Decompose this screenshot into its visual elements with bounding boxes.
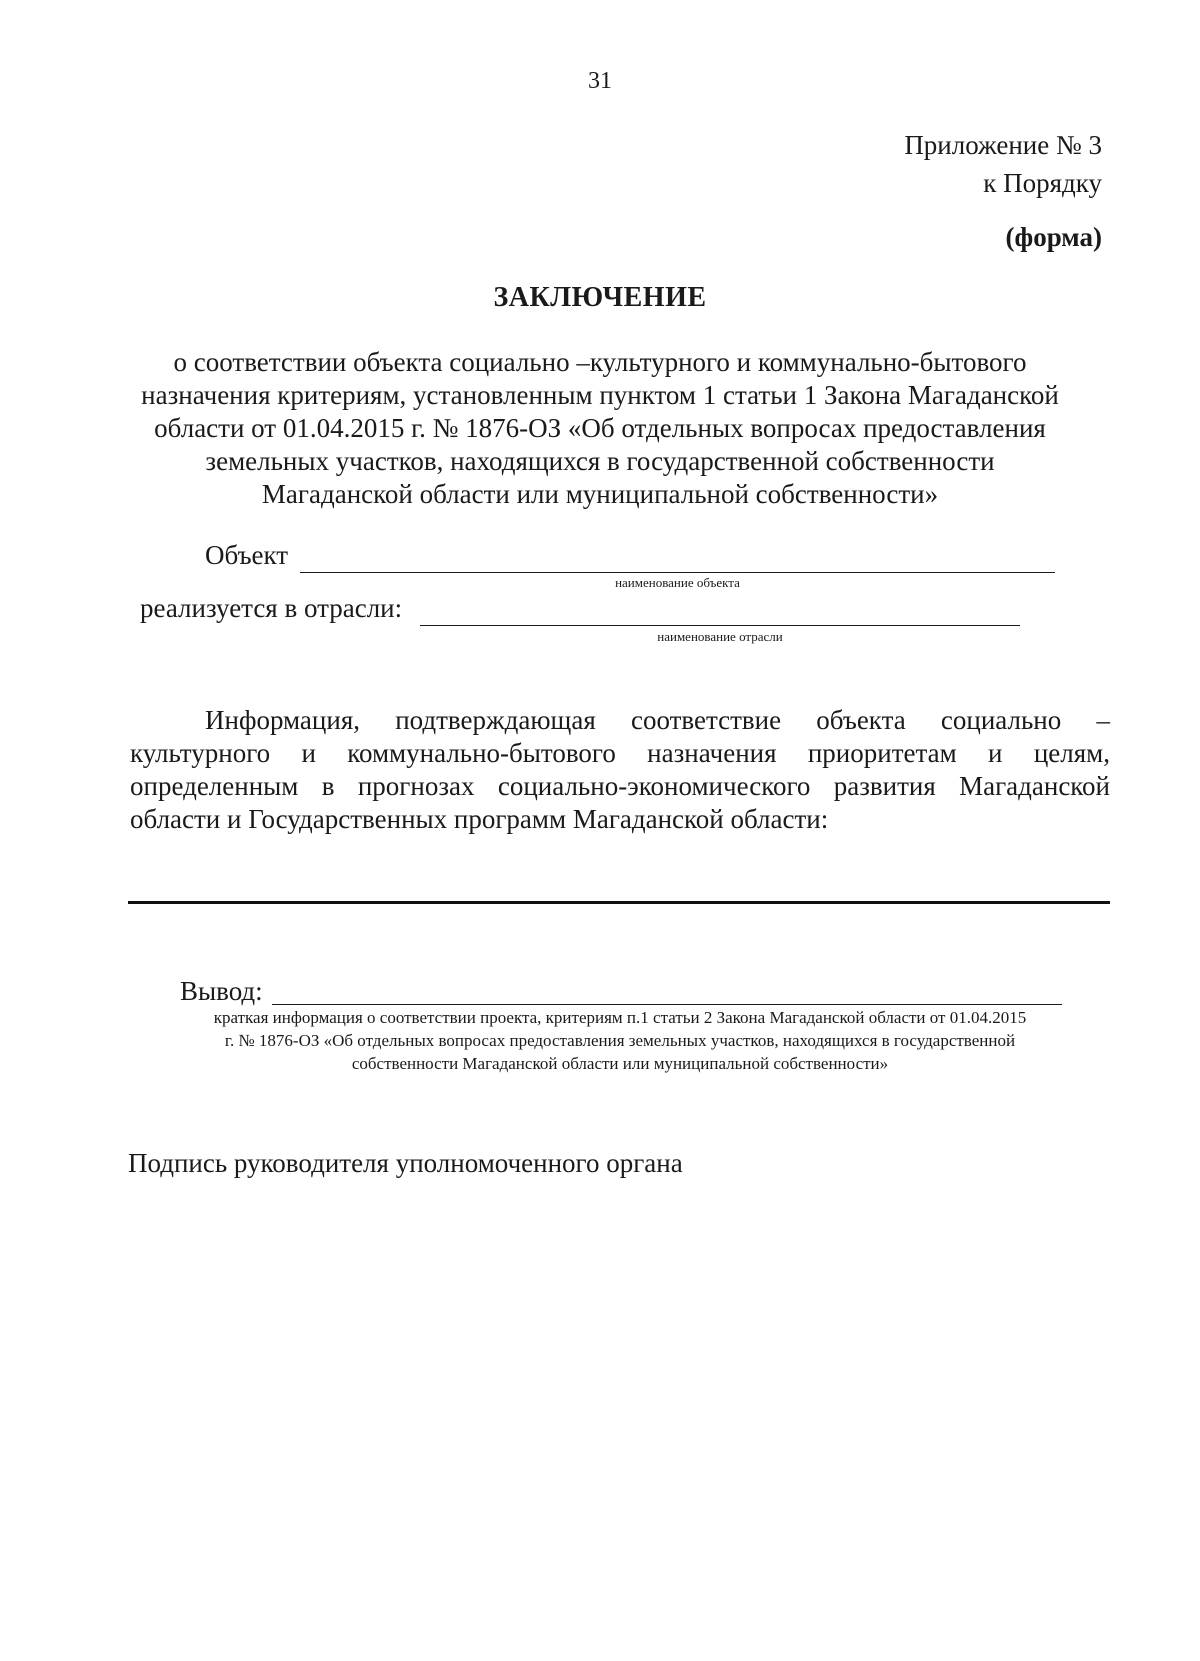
conclusion-field-line[interactable] — [272, 1004, 1062, 1005]
signature-label: Подпись руководителя уполномоченного органа — [128, 1148, 683, 1178]
info-line: культурного и коммунально-бытового назначения приоритетам и целям, — [130, 738, 1110, 768]
information-paragraph — [130, 704, 1110, 836]
document-subtitle — [120, 346, 1080, 511]
appendix-line: к Порядку — [983, 168, 1102, 198]
object-field-caption: наименование объекта — [615, 575, 740, 590]
info-line: области и Государственных программ Магаданской области: — [130, 804, 829, 834]
appendix-line: Приложение № 3 — [904, 130, 1102, 160]
appendix-reference — [904, 126, 1102, 202]
information-entry-line[interactable] — [128, 901, 1110, 904]
info-line: определенным в прогнозах социально-экономического развития Магаданской — [130, 771, 1110, 801]
page-number: 31 — [588, 68, 612, 94]
subtitle-line: области от 01.04.2015 г. № 1876-ОЗ «Об отдельных вопросах предоставления — [154, 413, 1046, 443]
conclusion-field-caption — [130, 1006, 1110, 1075]
industry-field-caption: наименование отрасли — [657, 629, 783, 644]
industry-field-label: реализуется в отрасли: — [140, 593, 403, 623]
subtitle-line: назначения критериям, установленным пунктом 1 статьи 1 Закона Магаданской — [141, 380, 1059, 410]
info-line: Информация, подтверждающая соответствие объекта социально – — [205, 705, 1110, 735]
conclusion-field-label: Вывод: — [180, 976, 263, 1006]
subtitle-line: Магаданской области или муниципальной собственности» — [261, 479, 939, 509]
conclusion-caption-line: собственности Магаданской области или муниципальной собственности» — [351, 1054, 889, 1073]
subtitle-line: земельных участков, находящихся в государственной собственности — [205, 446, 995, 476]
object-field-line[interactable] — [300, 572, 1055, 573]
conclusion-caption-line: краткая информация о соответствии проекта, критериям п.1 статьи 2 Закона Магаданской области от 01.04.2015 — [213, 1008, 1027, 1027]
industry-field-line[interactable] — [420, 625, 1020, 626]
form-label: (форма) — [1005, 222, 1102, 252]
object-field-label: Объект — [205, 540, 289, 570]
document-title: ЗАКЛЮЧЕНИЕ — [493, 282, 707, 313]
subtitle-line: о соответствии объекта социально –культурного и коммунально-бытового — [173, 347, 1027, 377]
conclusion-caption-line: г. № 1876-ОЗ «Об отдельных вопросах предоставления земельных участков, находящихся в государственной — [224, 1031, 1016, 1050]
